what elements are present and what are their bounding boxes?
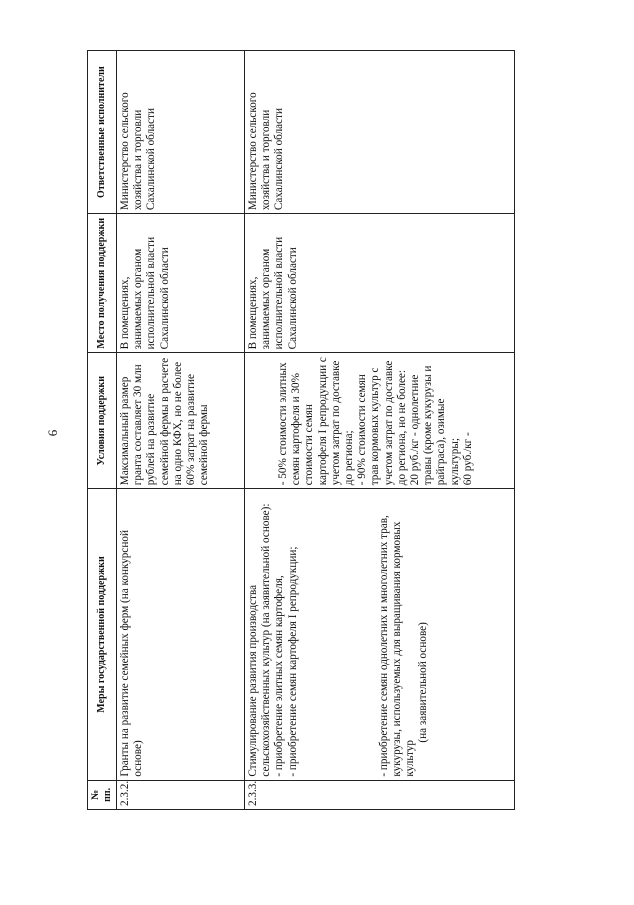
- header-conditions: Условия поддержки: [88, 353, 117, 489]
- table-row: [245, 51, 515, 810]
- support-measures-table: [87, 50, 515, 810]
- place-cell: В помещениях, занимаемых органом исполнительной власти Сахалинской области: [245, 214, 515, 353]
- conditions-cell: [245, 353, 515, 489]
- condition-text: 60 руб./кг -: [461, 432, 474, 486]
- header-place: Место получения поддержки: [88, 214, 117, 353]
- measure-cell: [245, 489, 515, 780]
- responsible-cell: Министерство сельского хозяйства и торговли Сахалинской области: [117, 51, 245, 214]
- table-row: [117, 51, 245, 810]
- measure-text: - приобретение семян однолетних и многолетних трав, кукурузы, используемых для выращивания кормовых культур: [377, 515, 417, 777]
- condition-text: 20 руб./кг - однолетние травы (кроме кукурузы и райграса), озимые культуры;: [409, 365, 461, 486]
- page-number: 6: [45, 429, 60, 437]
- row-number: 2.3.3.: [245, 780, 515, 809]
- condition-text: - 50% стоимости элитных семян картофеля и 30% стоимости семян картофеля I репродукции с учетом затрат по доставке до региона;: [277, 357, 356, 486]
- measure-text: - приобретение семян картофеля I репродукции;: [286, 546, 299, 777]
- condition-text: - 90% стоимости семян трав кормовых культур с учетом затрат по доставке до региона, но не более:: [356, 360, 408, 486]
- row-number: 2.3.2.: [117, 780, 245, 809]
- header-measures: Меры государственной поддержки: [88, 489, 117, 780]
- rotated-table-container: [87, 50, 597, 810]
- responsible-cell: Министерство сельского хозяйства и торговли Сахалинской области: [245, 51, 515, 214]
- conditions-cell: [117, 353, 245, 489]
- place-cell: В помещениях, занимаемых органом исполнительной власти Сахалинской области: [117, 214, 245, 353]
- table-header-row: [88, 51, 117, 810]
- measure-text: (на заявительной основе): [417, 622, 430, 743]
- measure-text: - приобретение элитных семян картофеля,: [273, 575, 286, 777]
- measure-text: Стимулирование развития производства сельскохозяйственных культур (на заявительной основе):: [247, 503, 273, 777]
- measure-cell: [117, 489, 245, 780]
- measure-text: Гранты на развитие семейных ферм (на конкурсной основе): [119, 530, 145, 777]
- header-responsible: Ответственные исполнители: [88, 51, 117, 214]
- header-num: № пп.: [88, 780, 117, 809]
- condition-text: Максимальный размер гранта составляет 30 млн рублей на развитие семейной фермы в расчете на одно КФХ, но не более 60% затрат на развитие семейной фермы: [119, 357, 211, 486]
